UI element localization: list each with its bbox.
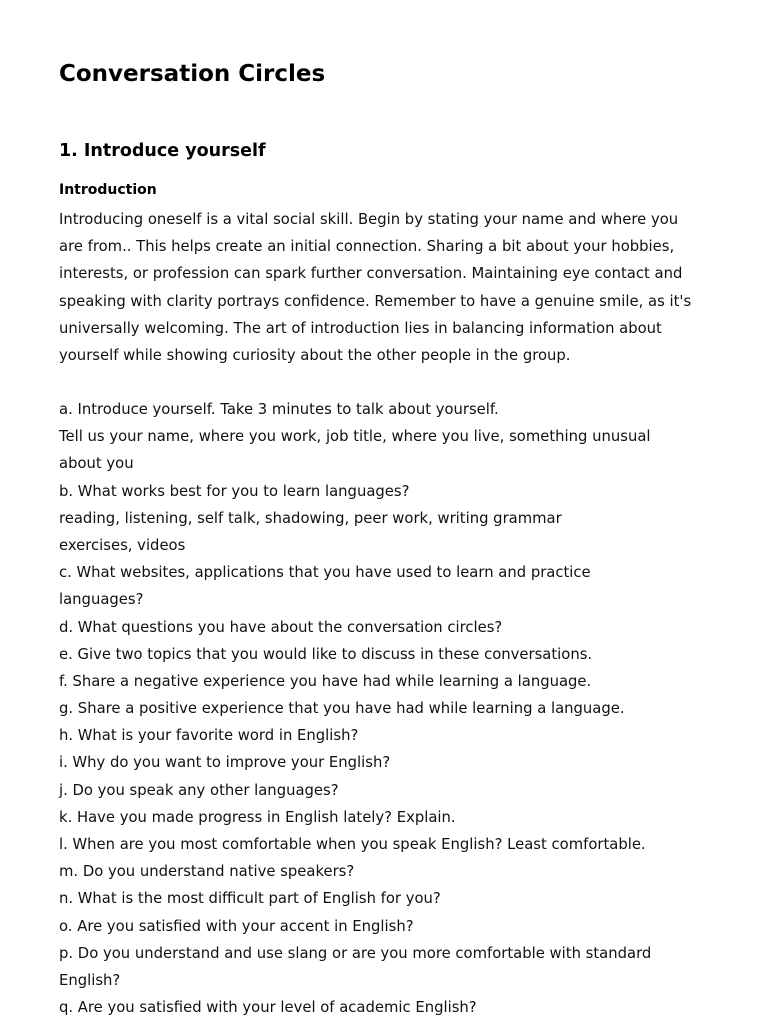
question-line: p. Do you understand and use slang or are you more comfortable with standard: [59, 944, 652, 962]
question-line: b. What works best for you to learn languages?: [59, 482, 410, 500]
question-line: g. Share a positive experience that you have had while learning a language.: [59, 700, 625, 718]
question-line: l. When are you most comfortable when you speak English? Least comfortable.: [59, 836, 646, 853]
question-line: n. What is the most difficult part of English for you?: [59, 890, 441, 908]
question-line: o. Are you satisfied with your accent in English?: [59, 917, 414, 935]
question-line: m. Do you understand native speakers?: [59, 863, 355, 881]
question-line: k. Have you made progress in English lately? Explain.: [59, 808, 456, 826]
introduction-subheading: Introduction: [59, 182, 157, 198]
question-line: q. Are you satisfied with your level of academic English?: [59, 999, 477, 1017]
section-heading: 1. Introduce yourself: [59, 141, 266, 161]
question-line: f. Share a negative experience you have had while learning a language.: [59, 672, 592, 690]
question-line: Tell us your name, where you work, job title, where you live, something unusual: [59, 428, 651, 446]
introduction-paragraph: [59, 206, 691, 369]
question-line: h. What is your favorite word in English?: [59, 727, 359, 745]
paragraph-line: interests, or profession can spark further conversation. Maintaining eye contact and: [59, 265, 683, 283]
question-line: i. Why do you want to improve your English?: [59, 754, 391, 772]
question-line: c. What websites, applications that you have used to learn and practice: [59, 564, 591, 582]
question-line: English?: [59, 971, 121, 989]
question-line: e. Give two topics that you would like to discuss in these conversations.: [59, 645, 593, 663]
paragraph-line: are from.. This helps create an initial connection. Sharing a bit about your hobbies,: [59, 238, 675, 256]
question-line: languages?: [59, 591, 144, 609]
paragraph-line: yourself while showing curiosity about the other people in the group.: [59, 346, 571, 364]
question-list: [59, 396, 651, 1021]
question-line: reading, listening, self talk, shadowing, peer work, writing grammar: [59, 509, 562, 527]
question-line: about you: [59, 455, 134, 473]
document-title: Conversation Circles: [59, 61, 326, 87]
question-line: exercises, videos: [59, 536, 186, 554]
question-line: d. What questions you have about the conversation circles?: [59, 618, 503, 636]
question-line: j. Do you speak any other languages?: [59, 781, 339, 799]
paragraph-line: universally welcoming. The art of introduction lies in balancing information about: [59, 319, 662, 337]
paragraph-line: speaking with clarity portrays confidence. Remember to have a genuine smile, as it's: [59, 292, 692, 310]
question-line: a. Introduce yourself. Take 3 minutes to talk about yourself.: [59, 401, 499, 418]
paragraph-line: Introducing oneself is a vital social skill. Begin by stating your name and where you: [59, 211, 679, 228]
